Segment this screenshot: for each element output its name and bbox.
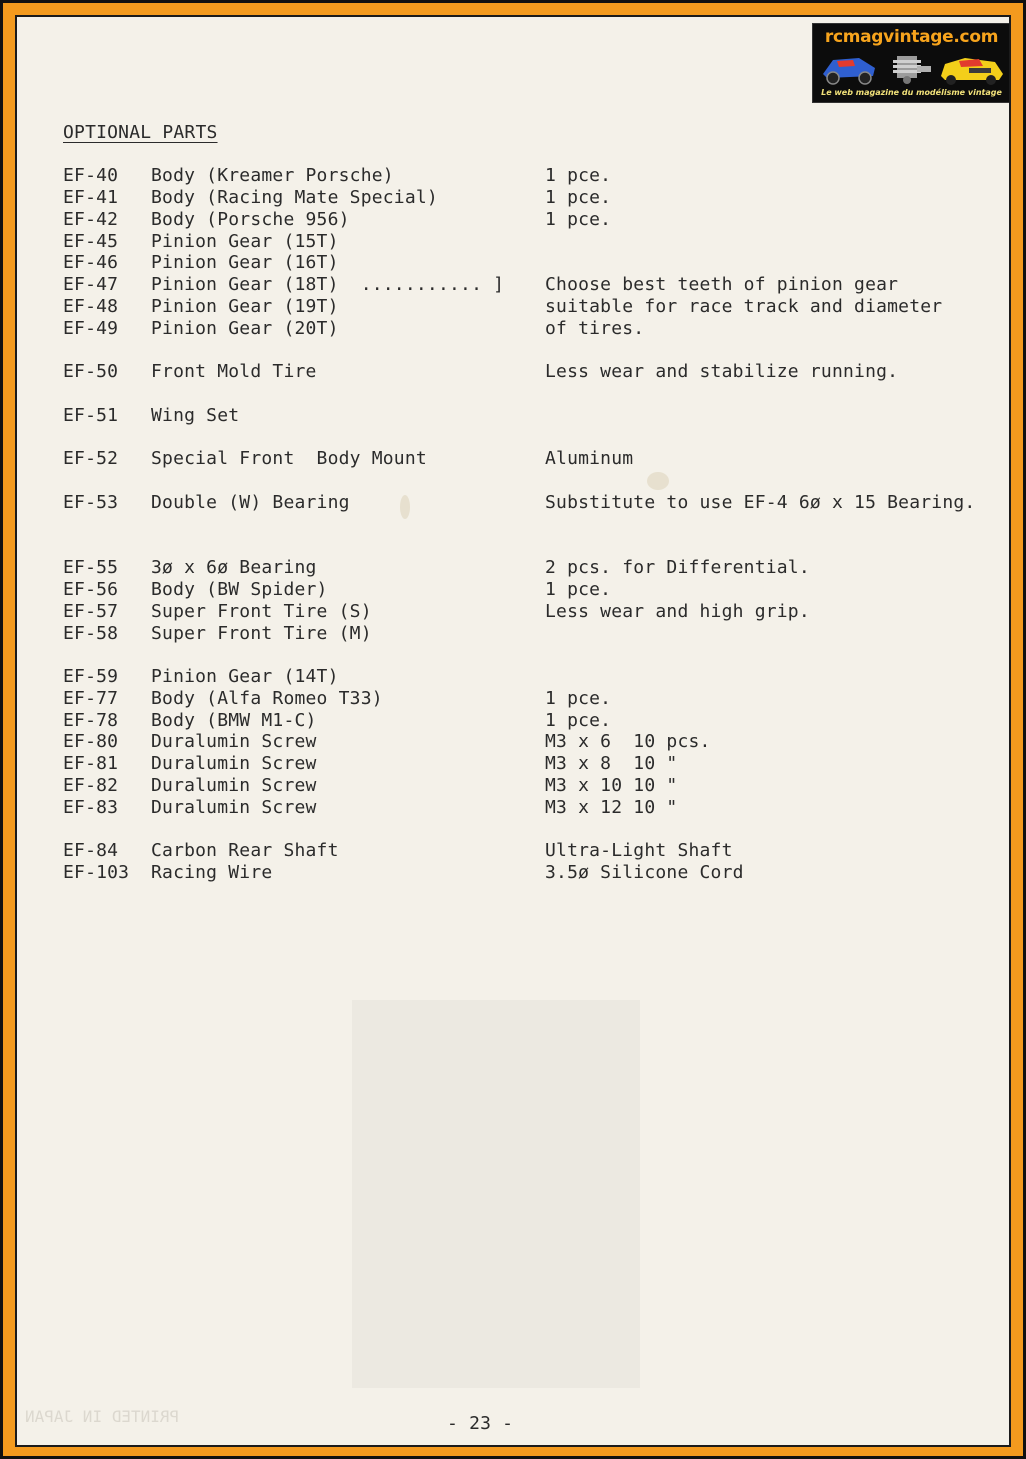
part-name: Duralumin Screw [151,731,317,752]
part-note: Choose best teeth of pinion gear [545,274,899,295]
part-name: Front Mold Tire [151,361,317,382]
buggy-icon [823,58,875,84]
part-name: Special Front Body Mount [151,448,427,469]
part-code: EF-49 [63,318,119,339]
part-note: 2 pcs. for Differential. [545,557,810,578]
race-car-icon [941,58,1003,85]
part-note: 1 pce. [545,579,612,600]
part-note: Less wear and stabilize running. [545,361,899,382]
part-name: Body (BMW M1-C) [151,710,317,731]
part-name: Pinion Gear (16T) [151,252,339,273]
part-code: EF-40 [63,165,119,186]
part-code: EF-80 [63,731,119,752]
part-note: M3 x 10 10 " [545,775,678,796]
part-name: Pinion Gear (19T) [151,296,339,317]
part-code: EF-103 [63,862,130,883]
part-code: EF-83 [63,797,119,818]
part-name: Body (Alfa Romeo T33) [151,688,383,709]
paper-stain [647,472,669,490]
part-code: EF-53 [63,492,119,513]
part-note: M3 x 12 10 " [545,797,678,818]
part-code: EF-57 [63,601,119,622]
part-code: EF-56 [63,579,119,600]
part-note: M3 x 6 10 pcs. [545,731,711,752]
part-code: EF-51 [63,405,119,426]
part-name: Body (Porsche 956) [151,209,350,230]
part-note: 1 pce. [545,187,612,208]
bleed-through-shadow [352,1000,640,1388]
part-name: Body (Racing Mate Special) [151,187,438,208]
part-note: Substitute to use EF-4 6ø x 15 Bearing. [545,492,976,513]
part-code: EF-46 [63,252,119,273]
part-note: Aluminum [545,448,634,469]
part-name: Carbon Rear Shaft [151,840,339,861]
part-code: EF-59 [63,666,119,687]
part-note: 1 pce. [545,165,612,186]
part-name: Pinion Gear (18T) ........... ] [151,274,505,295]
part-code: EF-77 [63,688,119,709]
part-name: Duralumin Screw [151,775,317,796]
part-name: Duralumin Screw [151,797,317,818]
part-name: Pinion Gear (14T) [151,666,339,687]
part-name: Pinion Gear (15T) [151,231,339,252]
part-code: EF-47 [63,274,119,295]
part-name: Body (BW Spider) [151,579,328,600]
part-code: EF-48 [63,296,119,317]
part-name: Duralumin Screw [151,753,317,774]
part-note: suitable for race track and diameter [545,296,943,317]
part-name: Pinion Gear (20T) [151,318,339,339]
part-note: 1 pce. [545,710,612,731]
part-code: EF-41 [63,187,119,208]
part-name: 3ø x 6ø Bearing [151,557,317,578]
mirrored-print-mark: PRINTED IN JAPAN [25,1407,180,1426]
part-name: Wing Set [151,405,240,426]
part-code: EF-84 [63,840,119,861]
part-code: EF-82 [63,775,119,796]
part-note: Ultra-Light Shaft [545,840,733,861]
paper-stain [400,495,410,519]
part-code: EF-52 [63,448,119,469]
part-note: Less wear and high grip. [545,601,810,622]
part-note: 3.5ø Silicone Cord [545,862,744,883]
part-code: EF-45 [63,231,119,252]
document-page [15,15,1011,1447]
logo-subtitle: Le web magazine du modélisme vintage [821,88,1002,97]
part-code: EF-50 [63,361,119,382]
part-code: EF-78 [63,710,119,731]
part-note: of tires. [545,318,645,339]
engine-icon [893,56,931,84]
site-logo [812,23,1011,103]
part-note: 1 pce. [545,688,612,709]
part-name: Body (Kreamer Porsche) [151,165,394,186]
section-heading: OPTIONAL PARTS [63,122,218,143]
part-name: Super Front Tire (M) [151,623,372,644]
logo-title: rcmagvintage.com [824,27,999,47]
part-code: EF-81 [63,753,119,774]
logo-vehicles-icon [819,50,1006,86]
page-number: - 23 - [447,1413,514,1434]
part-code: EF-55 [63,557,119,578]
part-name: Racing Wire [151,862,273,883]
part-name: Double (W) Bearing [151,492,350,513]
part-note: M3 x 8 10 " [545,753,678,774]
part-code: EF-42 [63,209,119,230]
part-note: 1 pce. [545,209,612,230]
part-code: EF-58 [63,623,119,644]
part-name: Super Front Tire (S) [151,601,372,622]
